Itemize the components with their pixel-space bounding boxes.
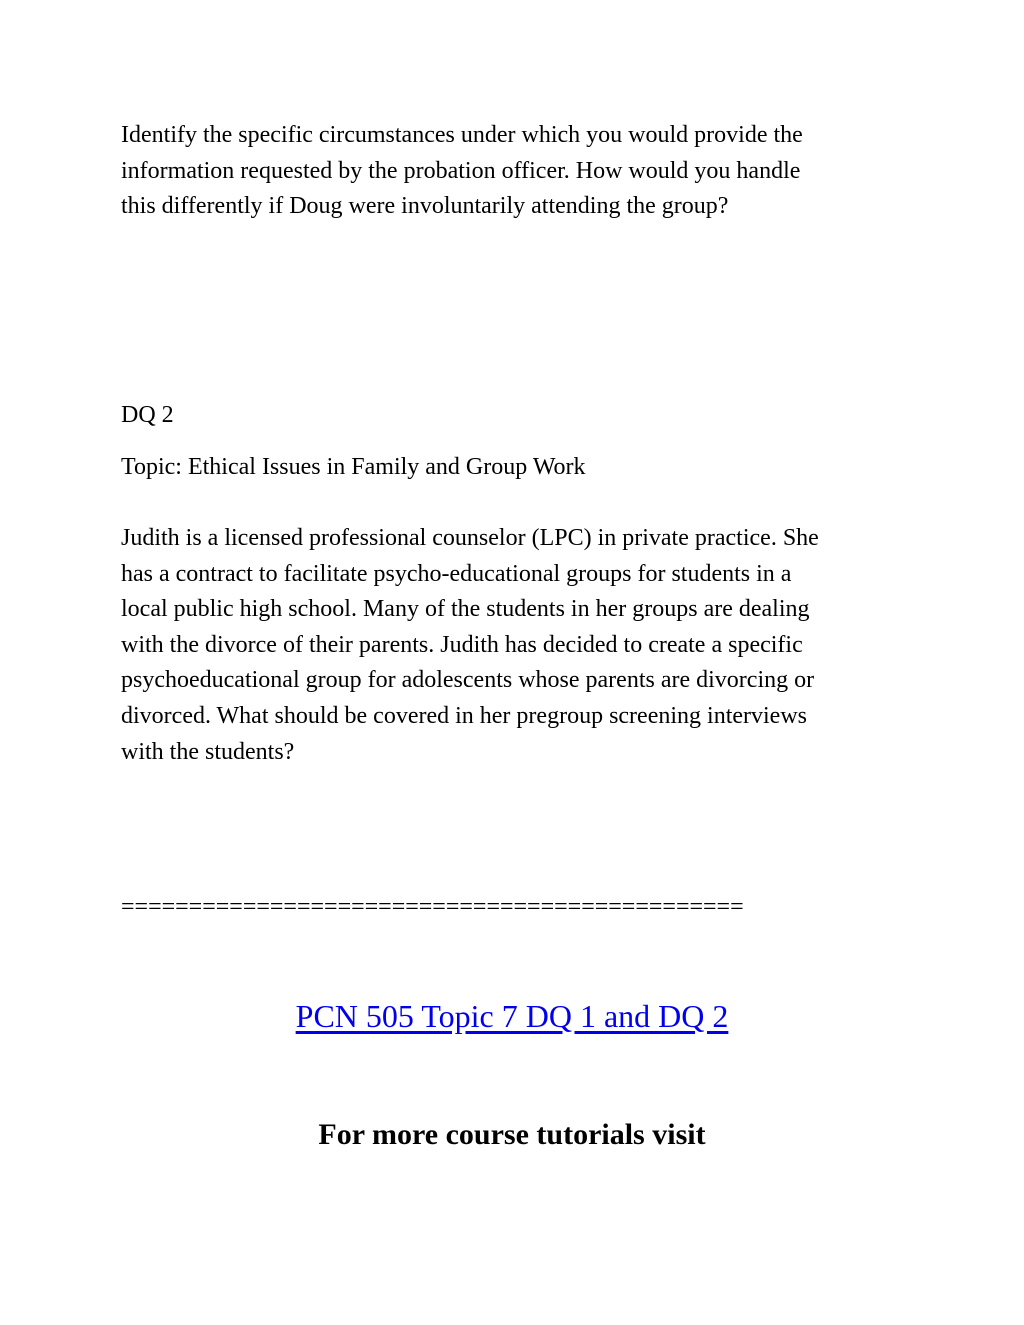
course-link[interactable]: PCN 505 Topic 7 DQ 1 and DQ 2 [295,998,729,1034]
scenario-paragraph: Judith is a licensed professional counselor (LPC) in private practice. She has a contract to facilitate psycho-educational groups for students in a local public high school. Many of the students in her groups are dealing with the divorce of their parents. Judith has decided to create a specific psychoeducational group for adolescents whose parents are divorcing or divorced. What should be covered in her pregroup screening interviews with the students? [121,525,819,765]
topic-line: Topic: Ethical Issues in Family and Group Work [121,454,586,480]
dq-heading: DQ 2 [121,402,174,428]
separator-line: ============================================== [121,894,744,920]
more-tutorials-heading: For more course tutorials visit [318,1118,706,1151]
intro-paragraph: Identify the specific circumstances under which you would provide the information requested by the probation officer. How would you handle this differently if Doug were involuntarily attending the group? [121,122,803,220]
